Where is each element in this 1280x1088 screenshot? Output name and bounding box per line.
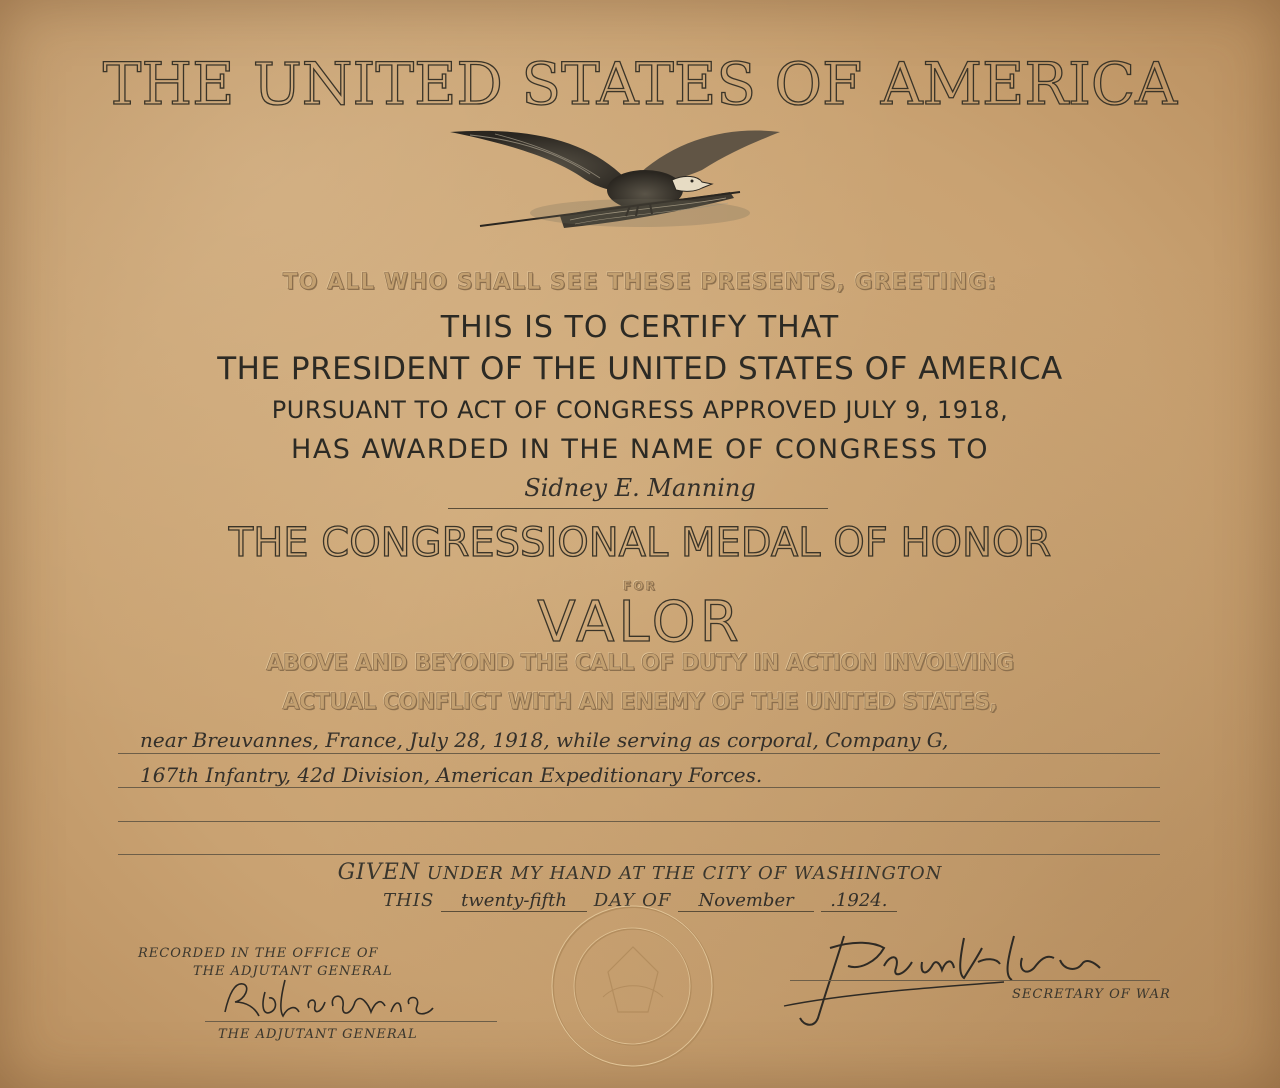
- citation-rule-2: [118, 787, 1160, 788]
- secretary-signature: [764, 918, 1144, 1038]
- secretary-signature-line: [790, 980, 1160, 981]
- citation-line-2: 167th Infantry, 42d Division, American Expeditionary Forces.: [140, 763, 763, 787]
- citation-line-1: near Breuvannes, France, July 28, 1918, while serving as corporal, Company G,: [140, 728, 949, 752]
- day-of-text: DAY OF: [593, 890, 672, 911]
- year-fill: .1924.: [821, 890, 897, 912]
- above-and-beyond-line-1: ABOVE AND BEYOND THE CALL OF DUTY IN ACTION INVOLVING: [266, 651, 1014, 676]
- citation-rule-4: [118, 854, 1160, 855]
- adjutant-title: THE ADJUTANT GENERAL: [218, 1027, 418, 1042]
- eagle-emblem: [440, 118, 840, 233]
- recorded-line-1: RECORDED IN THE OFFICE OF: [138, 946, 379, 961]
- given-word: GIVEN: [337, 860, 421, 885]
- certify-line-3: PURSUANT TO ACT OF CONGRESS APPROVED JULY 9, 1918,: [271, 396, 1009, 424]
- for-label: FOR: [623, 579, 657, 593]
- this-word: THIS: [383, 890, 435, 911]
- certify-line-2: THE PRESIDENT OF THE UNITED STATES OF AMERICA: [217, 351, 1063, 387]
- certify-line-1: THIS IS TO CERTIFY THAT: [440, 310, 840, 345]
- adjutant-signature: [205, 972, 445, 1024]
- certificate-title: THE UNITED STATES OF AMERICA: [102, 50, 1178, 118]
- adjutant-signature-line: [205, 1021, 497, 1022]
- recorded-line-2: THE ADJUTANT GENERAL: [193, 964, 393, 979]
- valor-title: VALOR: [537, 590, 743, 655]
- given-line: [0, 860, 1280, 885]
- secretary-title: SECRETARY OF WAR: [1012, 987, 1171, 1002]
- above-and-beyond-line-2: ACTUAL CONFLICT WITH AN ENEMY OF THE UNITED STATES,: [282, 690, 998, 715]
- recipient-name: Sidney E. Manning: [524, 474, 756, 502]
- certify-line-4: HAS AWARDED IN THE NAME OF CONGRESS TO: [291, 434, 989, 465]
- medal-title: THE CONGRESSIONAL MEDAL OF HONOR: [228, 520, 1052, 566]
- citation-rule-1: [118, 753, 1160, 754]
- recipient-underline: [448, 508, 828, 509]
- given-rest: UNDER MY HAND AT THE CITY OF WASHINGTON: [426, 863, 943, 884]
- day-fill: twenty-fifth: [441, 890, 587, 912]
- month-fill: November: [678, 890, 814, 912]
- greeting-line: TO ALL WHO SHALL SEE THESE PRESENTS, GREETING:: [282, 270, 998, 295]
- citation-rule-3: [118, 821, 1160, 822]
- embossed-seal: [548, 902, 718, 1072]
